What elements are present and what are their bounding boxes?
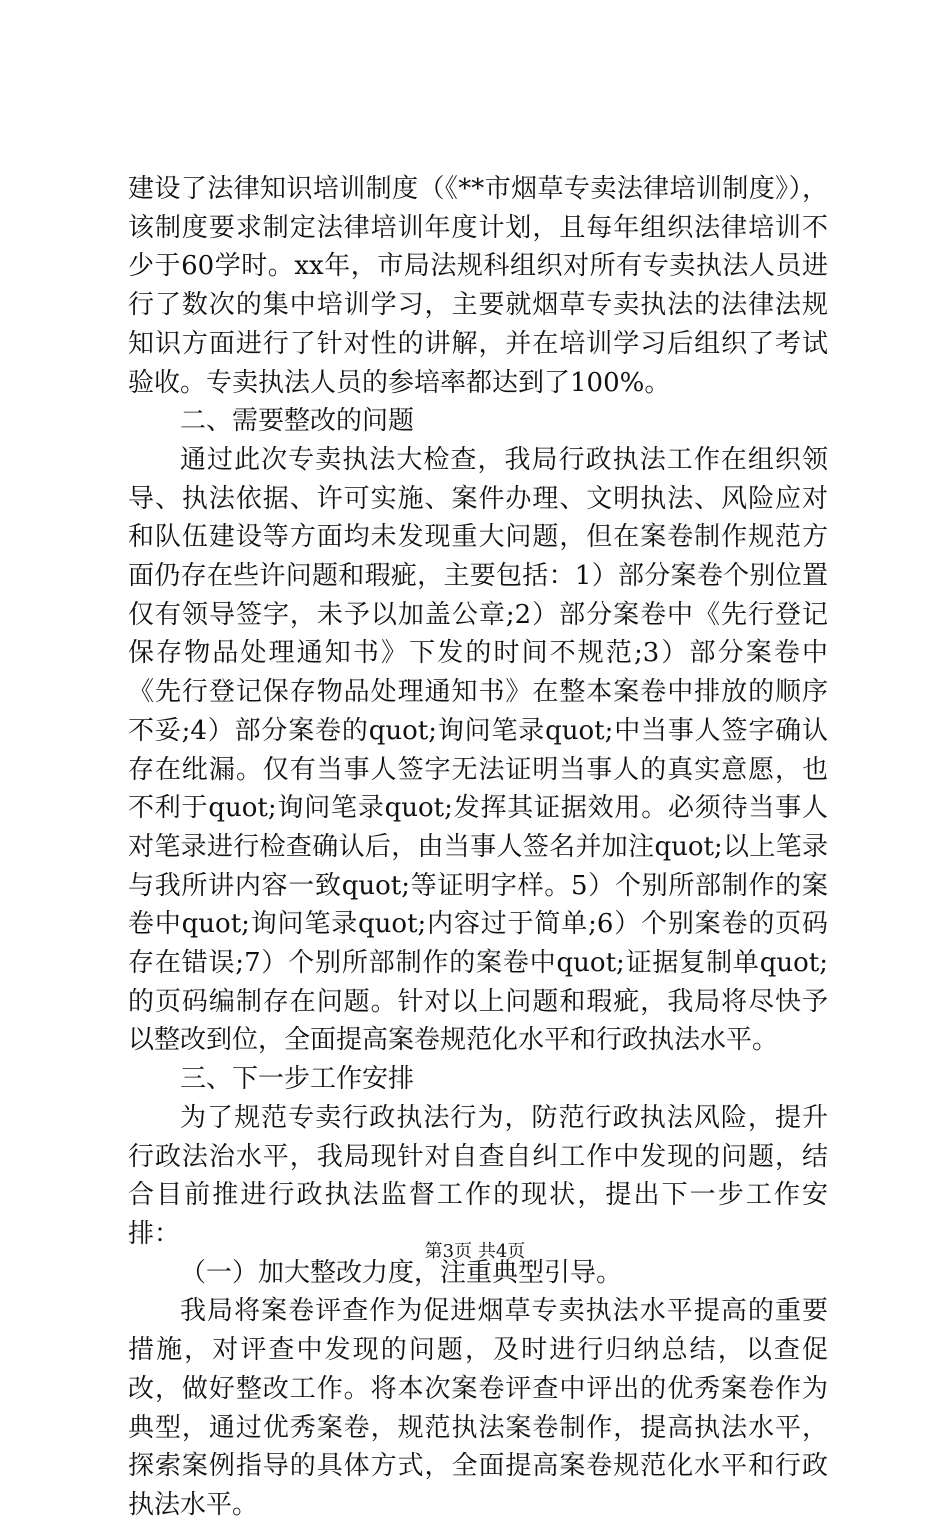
section-heading-issues: 二、需要整改的问题 <box>180 406 415 437</box>
paragraph-rectification: 我局将案卷评查作为促进烟草专卖执法水平提高的重要措施，对评查中发现的问题，及时进行归纳总结，以查促改，做好整改工作。将本次案卷评查中评出的优秀案卷作为典型，通过优秀案卷，规范执法案卷制作，提高执法水平，探索案例指导的具体方式，全面提高案卷规范化水平和行政执法水平。 <box>128 1296 828 1520</box>
paragraph-training-system: 建设了法律知识培训制度（《**市烟草专卖法律培训制度》），该制度要求制定法律培训年度计划，且每年组织法律培训不少于60学时。xx年，市局法规科组织对所有专卖执法人员进行了数次的集中培训学习，主要就烟草专卖执法的法律法规知识方面进行了针对性的讲解，并在培训学习后组织了考试验收。专卖执法人员的参培率都达到了100%。 <box>128 174 828 398</box>
paragraph-issues: 通过此次专卖执法大检查，我局行政执法工作在组织领导、执法依据、许可实施、案件办理、文明执法、风险应对和队伍建设等方面均未发现重大问题，但在案卷制作规范方面仍存在些许问题和瑕疵，主要包括：1）部分案卷个别位置仅有领导签字，未予以加盖公章;2）部分案卷中《先行登记保存物品处理通知书》下发的时间不规范;3）部分案卷中《先行登记保存物品处理通知书》在整本案卷中排放的顺序不妥;4）部分案卷的quot;询问笔录quot;中当事人签字确认存在纰漏。仅有当事人签字无法证明当事人的真实意愿，也不利于quot;询问笔录quot;发挥其证据效用。必须待当事人对笔录进行检查确认后，由当事人签名并加注quot;以上笔录与我所讲内容一致quot;等证明字样。5）个别所部制作的案卷中quot;询问笔录quot;内容过于简单;6）个别案卷的页码存在错误;7）个别所部制作的案卷中quot;证据复制单quot;的页码编制存在问题。针对以上问题和瑕疵，我局将尽快予以整改到位，全面提高案卷规范化水平和行政执法水平。 <box>128 444 828 1056</box>
page-footer: 第3页 共4页 <box>424 1241 526 1262</box>
document-body <box>128 170 828 1525</box>
paragraph-next-steps-intro: 为了规范专卖行政执法行为，防范行政执法风险，提升行政法治水平，我局现针对自查自纠工作中发现的问题，结合目前推进行政执法监督工作的现状，提出下一步工作安排： <box>128 1102 828 1249</box>
section-heading-next-steps: 三、下一步工作安排 <box>180 1064 415 1095</box>
subheading-rectification: （一）加大整改力度，注重典型引导。 <box>180 1257 623 1288</box>
